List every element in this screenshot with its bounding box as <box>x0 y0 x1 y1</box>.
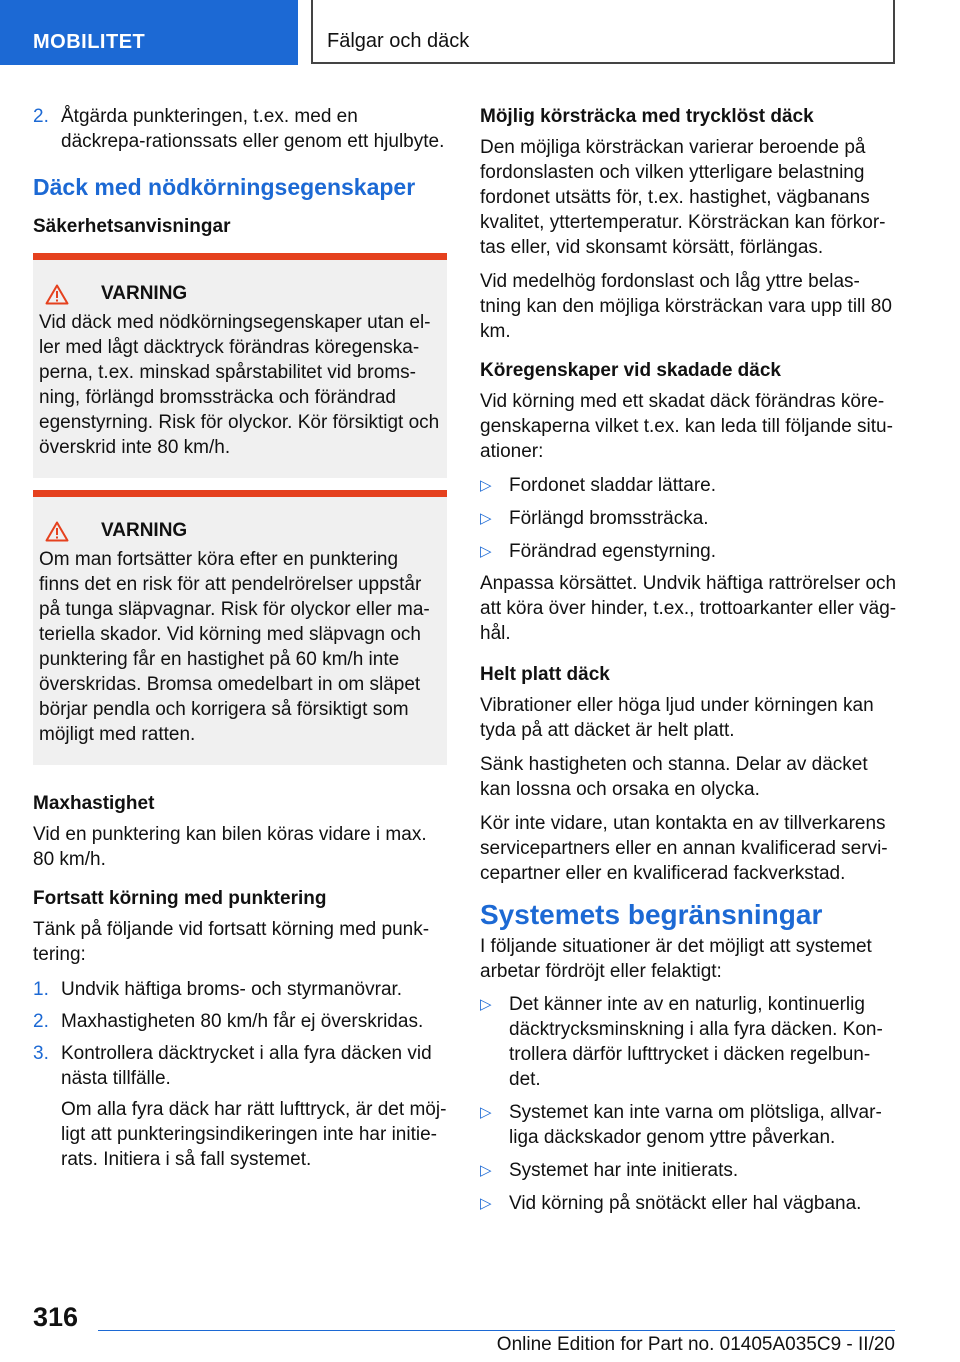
heading-flat: Helt platt däck <box>480 664 610 685</box>
right-column <box>480 104 898 1216</box>
warning-text: Vid däck med nödkörningsegenskaper utan el-ler med lågt däcktryck förändras köregenska-perna, t.ex. minskad spårstabilitet vid broms-ning, förlängd bromssträcka och förändrad egenstyrning. Risk för olyckor. Kör försiktigt och överskrid inte 80 km/h. <box>39 312 440 458</box>
bullet-triangle-icon: ▷ <box>480 1195 492 1212</box>
step-note-text: Om alla fyra däck har rätt lufttryck, är det möj-ligt att punkteringsindikeringen inte har initie-rats. Initiera i så fall systemet. <box>61 1099 447 1170</box>
step-text: Åtgärda punkteringen, t.ex. med en däckrepa-rationssats eller genom ett hjulbyte. <box>61 106 445 152</box>
step-number: 2. <box>33 106 49 127</box>
limits-intro: I följande situationer är det möjligt att systemet arbetar fördröjt eller felaktigt: <box>480 936 872 982</box>
heading-damaged: Köregenskaper vid skadade däck <box>480 360 781 381</box>
damaged-outro: Anpassa körsättet. Undvik häftiga rattrörelser och att köra över hinder, t.ex., trottoarkanter eller väg-hål. <box>480 573 897 644</box>
chapter-header <box>311 0 895 64</box>
chapter-title: Fälgar och däck <box>327 30 470 52</box>
step-item <box>33 1041 447 1091</box>
warning-label: VARNING <box>101 520 188 541</box>
warning-title <box>39 519 441 543</box>
warning-triangle-icon <box>39 521 101 542</box>
step-text: Kontrollera däcktrycket i alla fyra däcken vid nästa tillfälle. <box>61 1043 432 1089</box>
continue-intro: Tänk på följande vid fortsatt körning med punk-tering: <box>33 919 430 965</box>
heading-limits: Systemets begränsningar <box>480 899 823 930</box>
bullet-item <box>480 1191 898 1216</box>
flat-paragraph: Kör inte vidare, utan kontakta en av tillverkarens servicepartners eller en annan kvalificerad servi-cepartner eller en kvalificerad fackverkstad. <box>480 813 888 884</box>
warning-text: Om man fortsätter köra efter en punktering finns det en risk för att pendelrörelser uppstår på tunga släpvagnar. Risk för olyckor eller ma-teriella skador. Vid körning med släpvagn och punktering får en hastighet på 60 km/h inte överskridas. Bromsa omedelbart in om släpet börjar pendla och korrigera så försiktigt som möjligt med ratten. <box>39 549 430 745</box>
bullet-triangle-icon: ▷ <box>480 1162 492 1179</box>
warning-box <box>33 253 447 478</box>
step-number: 1. <box>33 979 49 1000</box>
range-paragraph: Den möjliga körsträckan varierar beroende på fordonslasten och vilken ytterligare belastning fordonet utsätts för, t.ex. hastighet, vägbanans kvalitet, yttertemperatur. Körsträckan kan förkor-tas eller, vid skonsamt körsätt, förlängas. <box>480 137 886 258</box>
heading-range: Möjlig körsträcka med trycklöst däck <box>480 106 814 127</box>
warning-title <box>39 282 441 306</box>
footer-divider <box>98 1330 895 1331</box>
heading-runflat: Däck med nödkörningsegenskaper <box>33 174 416 200</box>
step-note <box>33 1097 447 1172</box>
step-text: Maxhastigheten 80 km/h får ej överskridas. <box>61 1011 424 1032</box>
flat-paragraph: Sänk hastigheten och stanna. Delar av däcket kan lossna och orsaka en olycka. <box>480 754 868 800</box>
damaged-intro: Vid körning med ett skadat däck förändras köre-genskaperna vilket t.ex. kan leda till följande situ-ationer: <box>480 391 893 462</box>
bullet-triangle-icon: ▷ <box>480 510 492 527</box>
step-item <box>33 1009 447 1034</box>
bullet-item <box>480 473 898 498</box>
section-tab[interactable] <box>0 0 298 65</box>
step-text: Undvik häftiga broms- och styrmanövrar. <box>61 979 403 1000</box>
step-item <box>33 977 447 1002</box>
page-number: 316 <box>33 1302 79 1332</box>
bullet-triangle-icon: ▷ <box>480 477 492 494</box>
bullet-item <box>480 539 898 564</box>
bullet-text: Förlängd bromssträcka. <box>509 508 709 529</box>
heading-maxspeed: Maxhastighet <box>33 793 155 814</box>
section-title: MOBILITET <box>33 31 146 53</box>
step-number: 3. <box>33 1043 49 1064</box>
bullet-triangle-icon: ▷ <box>480 1104 492 1121</box>
warning-box <box>33 490 447 765</box>
left-column <box>33 104 447 1172</box>
bullet-item <box>480 1100 898 1150</box>
bullet-text: Systemet har inte initierats. <box>509 1160 739 1181</box>
bullet-text: Det känner inte av en naturlig, kontinuerlig däcktrycksminskning i alla fyra däcken. Kon-trollera därför lufttrycket i däcken regelbun-det. <box>509 994 883 1090</box>
heading-safety: Säkerhetsanvisningar <box>33 216 231 237</box>
warning-triangle-icon <box>39 284 101 305</box>
bullet-item <box>480 506 898 531</box>
bullet-item <box>480 992 898 1092</box>
step-item <box>33 104 447 154</box>
bullet-text: Fordonet sladdar lättare. <box>509 475 717 496</box>
range-paragraph: Vid medelhög fordonslast och låg yttre belas-tning kan den möjliga körsträckan vara upp till 80 km. <box>480 271 892 342</box>
bullet-triangle-icon: ▷ <box>480 996 492 1013</box>
step-number: 2. <box>33 1011 49 1032</box>
footer-edition: Online Edition for Part no. 01405A035C9 - II/20 <box>496 1334 895 1355</box>
flat-paragraph: Vibrationer eller höga ljud under körningen kan tyda på att däcket är helt platt. <box>480 695 874 741</box>
bullet-text: Systemet kan inte varna om plötsliga, allvar-liga däckskador genom yttre påverkan. <box>509 1102 882 1148</box>
bullet-item <box>480 1158 898 1183</box>
bullet-triangle-icon: ▷ <box>480 543 492 560</box>
warning-label: VARNING <box>101 283 188 304</box>
heading-continue: Fortsatt körning med punktering <box>33 888 327 909</box>
bullet-text: Vid körning på snötäckt eller hal vägbana. <box>509 1193 862 1214</box>
bullet-text: Förändrad egenstyrning. <box>509 541 717 562</box>
maxspeed-text: Vid en punktering kan bilen köras vidare i max. 80 km/h. <box>33 824 427 870</box>
